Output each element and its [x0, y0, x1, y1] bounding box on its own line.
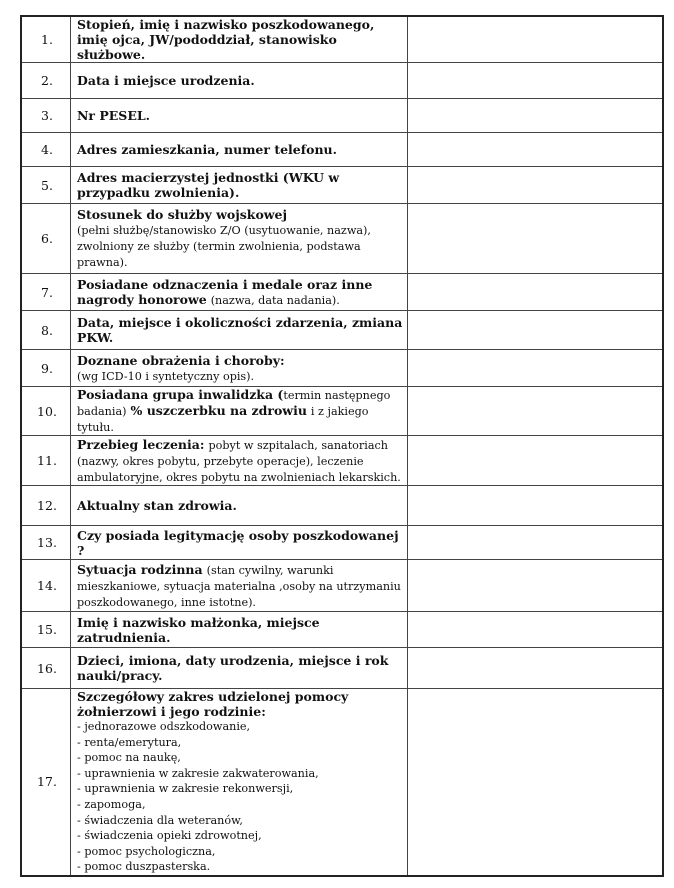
form-sheet — [20, 15, 664, 876]
table-row — [21, 648, 663, 689]
row-label — [71, 612, 408, 648]
label-bold: % uszczerbku na zdrowiu — [130, 403, 307, 418]
label-detail: pobyt w szpitalach, sanatoriach (nazwy, okres pobytu, przebyte operacje), leczenie ambulatoryjne, okres pobytu na zwolnieniach lekarskich. — [77, 438, 401, 484]
row-number: 9. — [21, 350, 71, 387]
table-row — [21, 16, 663, 63]
row-label — [71, 133, 408, 167]
row-number: 1. — [21, 16, 71, 63]
table-row — [21, 526, 663, 560]
row-number: 8. — [21, 311, 71, 350]
answer-cell[interactable] — [408, 526, 664, 560]
label-bold: Sytuacja rodzinna — [77, 561, 203, 577]
label-bold: Aktualny stan zdrowia. — [77, 498, 237, 513]
label-bold: Szczegółowy zakres udzielonej pomocy żołnierzowi i jego rodzinie: — [77, 689, 349, 719]
table-row — [21, 167, 663, 204]
row-label — [71, 311, 408, 350]
row-number: 16. — [21, 648, 71, 689]
row-label — [71, 167, 408, 204]
label-bold: Imię i nazwisko małżonka, miejsce zatrudnienia. — [77, 614, 320, 645]
table-row — [21, 387, 663, 436]
list-item: - uprawnienia w zakresie rekonwersji, — [77, 782, 294, 796]
row-label — [71, 387, 408, 436]
table-row — [21, 204, 663, 274]
label-detail: (wg ICD-10 i syntetyczny opis). — [77, 369, 255, 383]
list-item: - pomoc psychologiczna, — [77, 844, 216, 858]
row-number: 13. — [21, 526, 71, 560]
table-row — [21, 612, 663, 648]
row-number: 2. — [21, 63, 71, 99]
answer-cell[interactable] — [408, 486, 664, 526]
label-bold: Przebieg leczenia: — [77, 436, 205, 452]
answer-cell[interactable] — [408, 560, 664, 612]
table-row — [21, 63, 663, 99]
answer-cell[interactable] — [408, 350, 664, 387]
answer-cell[interactable] — [408, 648, 664, 689]
table-row — [21, 689, 663, 876]
row-number: 14. — [21, 560, 71, 612]
row-label — [71, 16, 408, 63]
list-item: - renta/emerytura, — [77, 735, 182, 749]
row-label — [71, 436, 408, 486]
label-detail: (stan cywilny, warunki mieszkaniowe, sytuacja materialna ,osoby na utrzymaniu poszkodowanego, inne istotne). — [77, 563, 401, 609]
row-number: 12. — [21, 486, 71, 526]
label-bold: Posiadane odznaczenia i medale oraz inne nagrody honorowe — [77, 276, 373, 307]
row-number: 10. — [21, 387, 71, 436]
label-bold: Doznane obrażenia i choroby: — [77, 352, 285, 368]
table-row — [21, 99, 663, 133]
label-detail: (pełni służbę/stanowisko Z/O (usytuowanie, nazwa), zwolniony ze służby (termin zwolnienia, podstawa prawna). — [77, 224, 371, 269]
label-bold: Data, miejsce i okoliczności zdarzenia, zmiana PKW. — [77, 315, 403, 345]
table-row — [21, 133, 663, 167]
label-bold: Dzieci, imiona, daty urodzenia, miejsce i rok nauki/pracy. — [77, 653, 389, 683]
row-label — [71, 526, 408, 560]
row-label — [71, 689, 408, 876]
answer-cell[interactable] — [408, 204, 664, 274]
table-row — [21, 436, 663, 486]
row-label — [71, 274, 408, 311]
answer-cell[interactable] — [408, 274, 664, 311]
answer-cell[interactable] — [408, 612, 664, 648]
answer-cell[interactable] — [408, 436, 664, 486]
list-item: - pomoc duszpasterska. — [77, 860, 211, 874]
answer-cell[interactable] — [408, 387, 664, 436]
answer-cell[interactable] — [408, 63, 664, 99]
label-bold: Data i miejsce urodzenia. — [77, 73, 255, 88]
row-number: 11. — [21, 436, 71, 486]
label-detail: i z jakiego tytułu. — [77, 405, 369, 434]
answer-cell[interactable] — [408, 133, 664, 167]
row-label — [71, 486, 408, 526]
list-item: - jednorazowe odszkodowanie, — [77, 720, 251, 733]
answer-cell[interactable] — [408, 689, 664, 876]
row-label — [71, 560, 408, 612]
list-item: - świadczenia opieki zdrowotnej, — [77, 829, 262, 843]
list-item: - pomoc na naukę, — [77, 751, 181, 765]
questionnaire-table — [20, 15, 664, 877]
row-number: 6. — [21, 204, 71, 274]
row-label — [71, 350, 408, 387]
list-item: - uprawnienia w zakresie zakwaterowania, — [77, 766, 319, 780]
row-number: 5. — [21, 167, 71, 204]
table-row — [21, 274, 663, 311]
row-number: 17. — [21, 689, 71, 876]
label-bold: Posiadana grupa inwalidzka ( — [77, 387, 284, 402]
label-bold: Stosunek do służby wojskowej — [77, 207, 288, 222]
table-row — [21, 311, 663, 350]
row-label — [71, 63, 408, 99]
label-bold: Adres macierzystej jednostki (WKU w przypadku zwolnienia). — [77, 170, 340, 200]
label-detail: termin następnego badania) — [77, 389, 391, 418]
table-row — [21, 350, 663, 387]
label-bold: Czy posiada legitymację osoby poszkodowanej ? — [77, 527, 399, 558]
answer-cell[interactable] — [408, 311, 664, 350]
label-bold: Nr PESEL. — [77, 108, 150, 123]
list-item: - świadczenia dla weteranów, — [77, 813, 243, 827]
label-bold: Stopień, imię i nazwisko poszkodowanego, imię ojca, JW/pododdział, stanowisko służbowe. — [77, 17, 375, 62]
row-number: 3. — [21, 99, 71, 133]
row-number: 4. — [21, 133, 71, 167]
row-number: 15. — [21, 612, 71, 648]
row-number: 7. — [21, 274, 71, 311]
answer-cell[interactable] — [408, 16, 664, 63]
table-row — [21, 560, 663, 612]
answer-cell[interactable] — [408, 99, 664, 133]
row-label — [71, 99, 408, 133]
row-label — [71, 204, 408, 274]
answer-cell[interactable] — [408, 167, 664, 204]
label-detail: (nazwa, data nadania). — [210, 293, 340, 307]
help-scope-list — [77, 719, 403, 875]
table-row — [21, 486, 663, 526]
row-label — [71, 648, 408, 689]
label-bold: Adres zamieszkania, numer telefonu. — [77, 142, 337, 157]
list-item: - zapomoga, — [77, 797, 146, 811]
